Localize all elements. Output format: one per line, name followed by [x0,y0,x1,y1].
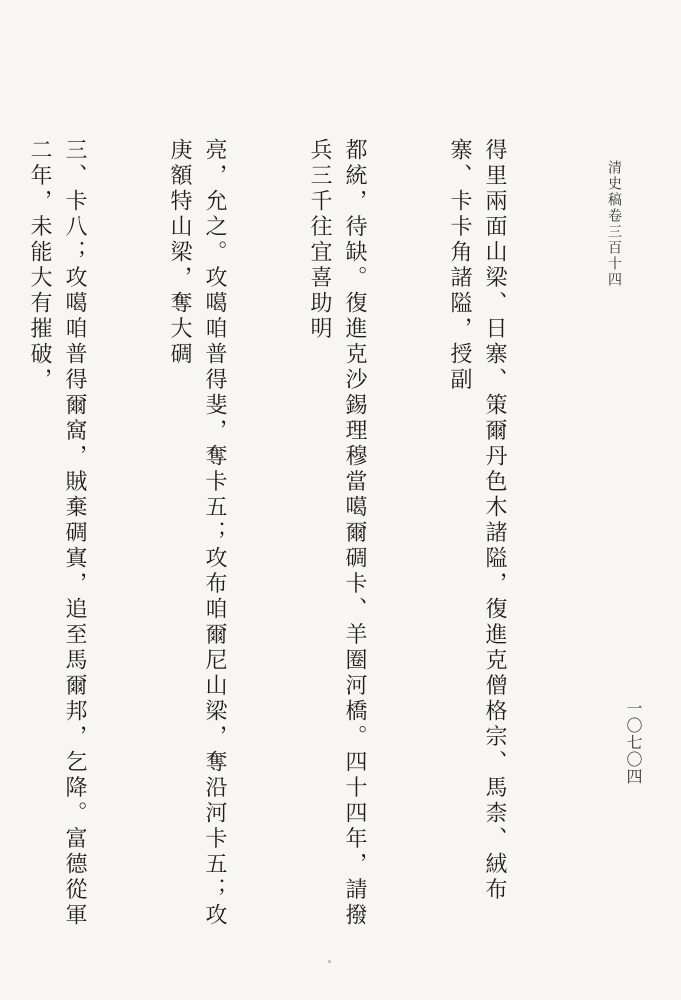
page-number: 一〇七〇四 [624,700,643,785]
body-text [27,138,582,938]
text-column-2: 都統，待缺。復進克沙錫理穆當噶爾碉卡、羊圈河橋。四十四年，請撥兵三千往宜喜助明 [307,138,367,929]
text-column-4: 三、卡八；攻噶咱普得爾窩，賊棄碉寘，追至馬爾邦，乞降。富德從軍二年，未能大有摧破， [27,138,87,929]
text-column-1: 得里兩面山梁、日寨、策爾丹色木諸隘，復進克僧格宗、馬柰、絨布寨、卡卡角諸隘，授副 [447,138,507,903]
running-head: 清史稿卷三百十四 [606,160,622,288]
scan-speck [328,960,331,963]
text-column-3: 亮，允之。攻噶咱普得斐，奪卡五；攻布咱爾尼山梁，奪沿河卡五；攻庚額特山梁，奪大碉 [167,138,227,929]
